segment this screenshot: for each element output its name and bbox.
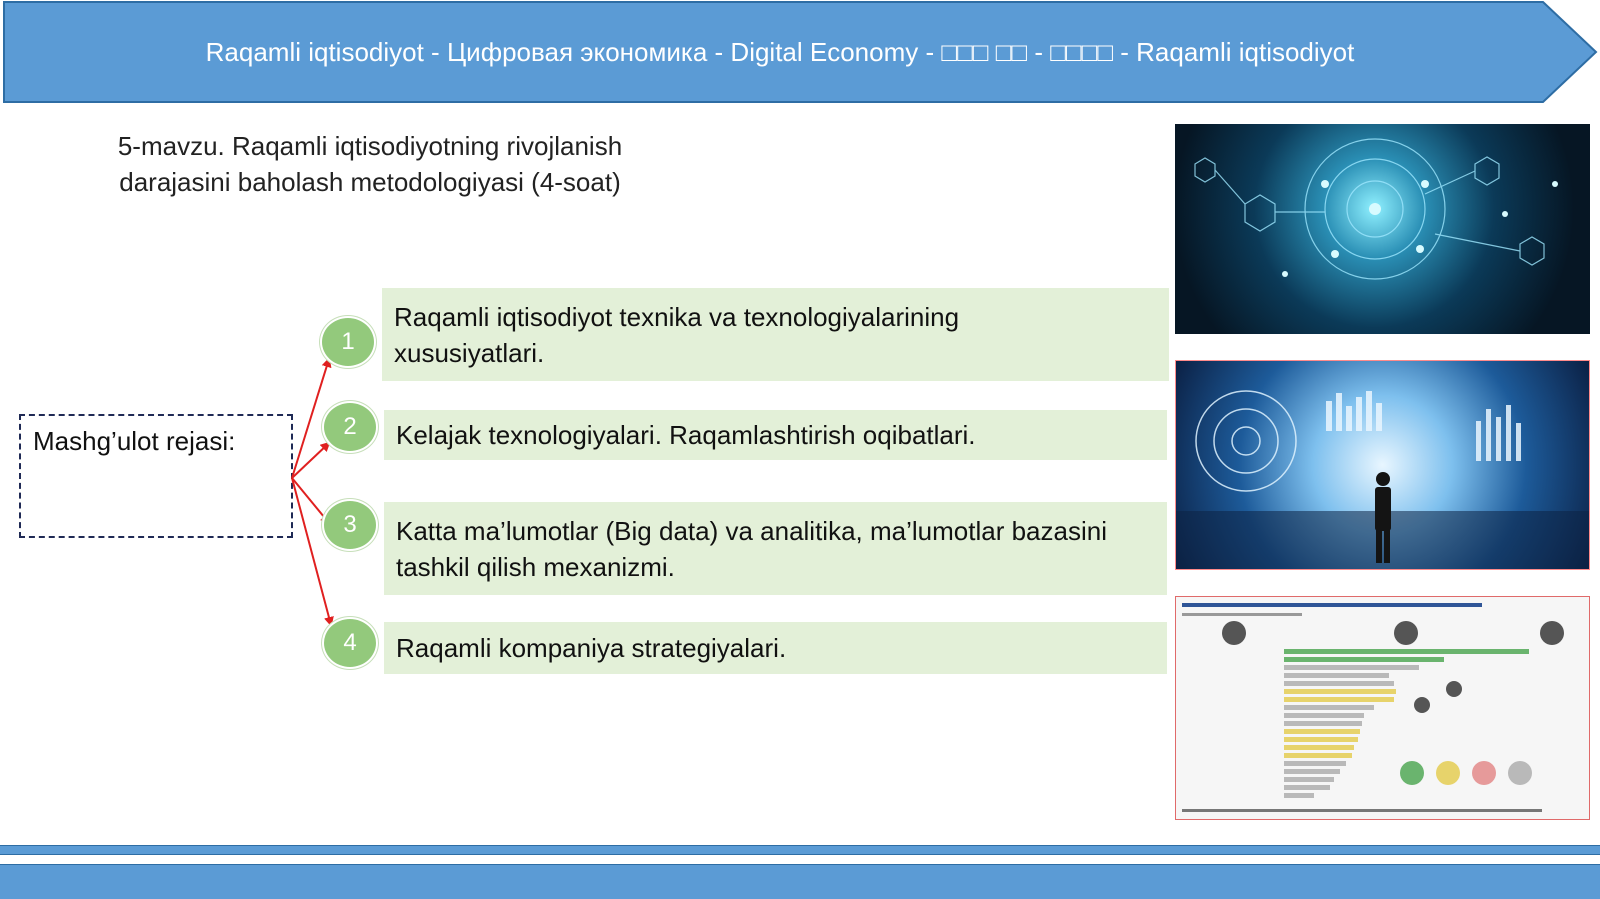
future-technology-image bbox=[1175, 360, 1590, 570]
plan-item-1 bbox=[382, 288, 1169, 381]
plan-item-3 bbox=[384, 502, 1167, 595]
digital-network-image bbox=[1175, 124, 1590, 334]
future-city-illustration bbox=[1176, 361, 1590, 570]
item-number-4: 4 bbox=[322, 617, 378, 669]
topic-line-2: darajasini baholash metodologiyasi (4-soat) bbox=[119, 167, 621, 197]
internet-economy-chart-image bbox=[1175, 596, 1590, 820]
plan-item-4-text: Raqamli kompaniya strategiyalari. bbox=[396, 633, 787, 663]
plan-label: Mashg’ulot rejasi: bbox=[33, 426, 236, 456]
plan-item-2 bbox=[384, 410, 1167, 460]
banner-title: Raqamli iqtisodiyot - Цифровая экономика - Digital Economy - □□□ □□ - □□□□ - Raqamli iqtisodiyot bbox=[205, 36, 1355, 67]
arrow-to-item-4 bbox=[292, 478, 331, 625]
item-number-1: 1 bbox=[320, 316, 376, 368]
network-illustration bbox=[1175, 124, 1590, 334]
plan-item-1-text: Raqamli iqtisodiyot texnika va texnologiyalarining xususiyatlari. bbox=[394, 301, 960, 368]
topic-line-1: 5-mavzu. Raqamli iqtisodiyotning rivojlanish bbox=[117, 131, 623, 161]
footer-bar bbox=[0, 864, 1600, 899]
item-number-3: 3 bbox=[322, 499, 378, 551]
plan-item-2-text: Kelajak texnologiyalari. Raqamlashtirish oqibatlari. bbox=[396, 420, 976, 450]
plan-item-4 bbox=[384, 622, 1167, 674]
chart-thumbnail bbox=[1176, 597, 1589, 819]
footer-divider-bar bbox=[0, 845, 1600, 855]
plan-item-3-text: Katta ma’lumotlar (Big data) va analitika, ma’lumotlar bazasini tashkil qilish mexanizmi. bbox=[396, 515, 1107, 582]
item-number-2: 2 bbox=[322, 401, 378, 453]
